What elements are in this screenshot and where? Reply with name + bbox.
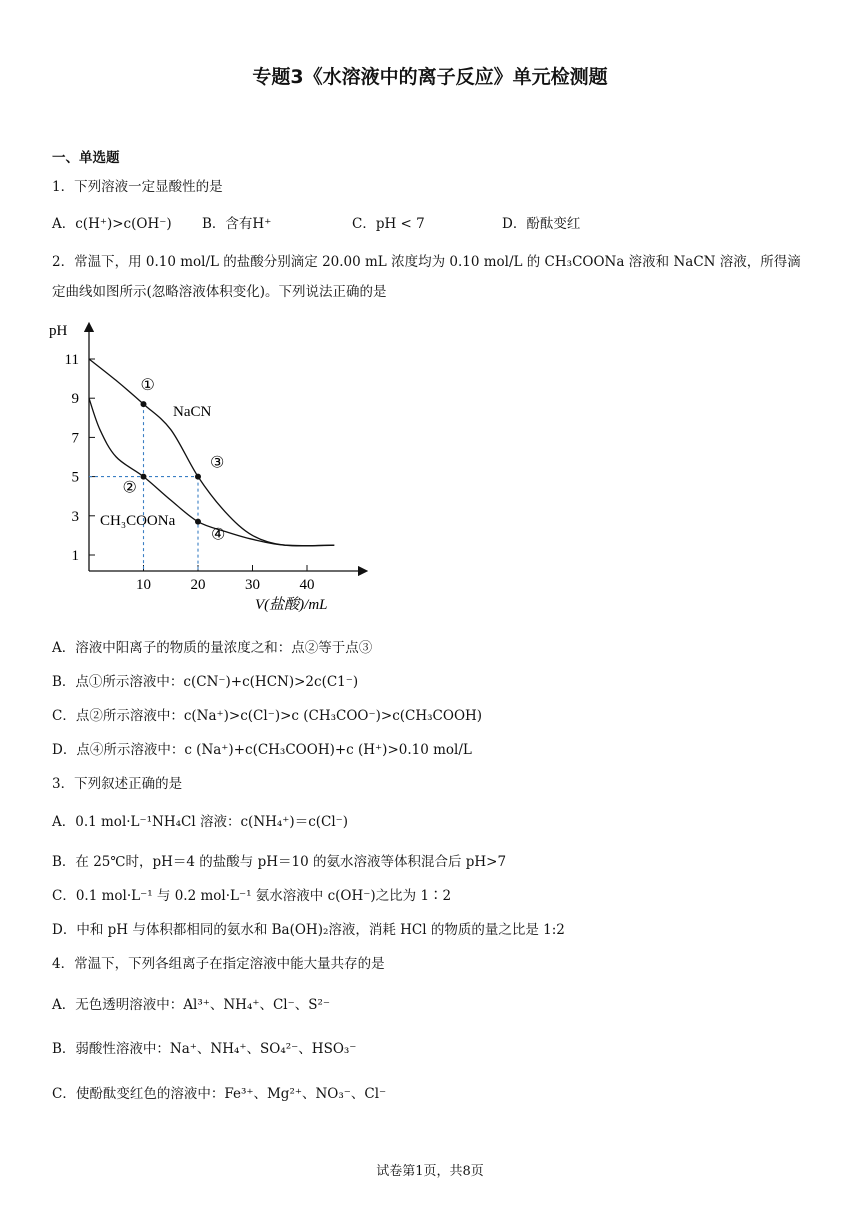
point-label: ③ bbox=[210, 454, 225, 472]
y-tick-label: 5 bbox=[71, 469, 79, 486]
point-label: ④ bbox=[211, 526, 226, 544]
q3-option-d: D．中和 pH 与体积都相同的氨水和 Ba(OH)₂溶液，消耗 HCl 的物质的量之比是 1:2 bbox=[52, 922, 565, 938]
y-tick-label: 3 bbox=[71, 508, 79, 525]
q1-stem: 1．下列溶液一定显酸性的是 bbox=[52, 179, 223, 195]
series-label-nacn: NaCN bbox=[173, 404, 212, 420]
q4-option-a: A．无色透明溶液中：Al³⁺、NH₄⁺、Cl⁻、S²⁻ bbox=[52, 997, 331, 1013]
q2-stem: 2．常温下，用 0.10 mol/L 的盐酸分别滴定 20.00 mL 浓度均为 0.10 mol/L 的 CH₃COONa 溶液和 NaCN 溶液，所得滴定曲线如图所示(忽略溶液体积变化)。下列说法正确的是 bbox=[52, 254, 801, 300]
q4-stem: 4．常温下，下列各组离子在指定溶液中能大量共存的是 bbox=[52, 956, 385, 972]
q1-option-d: D．酚酞变红 bbox=[502, 216, 581, 232]
section-heading: 一、单选题 bbox=[52, 150, 120, 166]
x-tick-label: 20 bbox=[190, 577, 206, 593]
q1-option-a: A．c(H⁺)>c(OH⁻) bbox=[52, 216, 172, 232]
page-title: 专题3《水溶液中的离子反应》单元检测题 bbox=[252, 66, 608, 88]
data-point bbox=[195, 474, 201, 480]
x-tick-label: 30 bbox=[245, 577, 260, 593]
data-point bbox=[141, 401, 147, 407]
x-tick-label: 10 bbox=[136, 577, 151, 593]
point-label: ② bbox=[122, 479, 137, 497]
y-tick-label: 7 bbox=[71, 430, 79, 447]
q3-option-c: C．0.1 mol·L⁻¹ 与 0.2 mol·L⁻¹ 氨水溶液中 c(OH⁻)之比为 1∶2 bbox=[52, 888, 452, 904]
q2-option-c: C．点②所示溶液中：c(Na⁺)>c(Cl⁻)>c (CH₃COO⁻)>c(CH₃COOH) bbox=[52, 708, 483, 724]
point-label: ① bbox=[140, 377, 155, 395]
y-axis-label: pH bbox=[49, 323, 68, 339]
q3-option-b: B．在 25℃时，pH＝4 的盐酸与 pH＝10 的氨水溶液等体积混合后 pH>7 bbox=[52, 854, 507, 870]
x-axis-label: V(盐酸)/mL bbox=[255, 597, 328, 613]
y-tick-label: 9 bbox=[71, 391, 79, 408]
q4-option-c: C．使酚酞变红色的溶液中：Fe³⁺、Mg²⁺、NO₃⁻、Cl⁻ bbox=[52, 1086, 387, 1102]
y-tick-label: 11 bbox=[64, 352, 79, 368]
q1-option-c: C．pH < 7 bbox=[352, 216, 425, 232]
q1-option-b: B．含有H⁺ bbox=[202, 216, 272, 232]
y-tick-label: 1 bbox=[71, 548, 79, 564]
titration-chart bbox=[45, 315, 375, 615]
q2-option-b: B．点①所示溶液中：c(CN⁻)+c(HCN)>2c(C1⁻) bbox=[52, 674, 359, 690]
page-footer: 试卷第1页，共8页 bbox=[376, 1164, 484, 1179]
series-label-ch3coona: CH₃COONa bbox=[100, 513, 176, 529]
q4-option-b: B．弱酸性溶液中：Na⁺、NH₄⁺、SO₄²⁻、HSO₃⁻ bbox=[52, 1041, 357, 1057]
data-point bbox=[141, 474, 147, 480]
q2-option-d: D．点④所示溶液中：c (Na⁺)+c(CH₃COOH)+c (H⁺)>0.10 mol/L bbox=[52, 742, 472, 758]
q3-stem: 3．下列叙述正确的是 bbox=[52, 776, 183, 792]
q3-option-a: A．0.1 mol·L⁻¹NH₄Cl 溶液：c(NH₄⁺)＝c(Cl⁻) bbox=[52, 814, 349, 830]
data-point bbox=[195, 519, 201, 525]
q2-option-a: A．溶液中阳离子的物质的量浓度之和：点②等于点③ bbox=[52, 640, 373, 656]
x-tick-label: 40 bbox=[299, 577, 315, 593]
